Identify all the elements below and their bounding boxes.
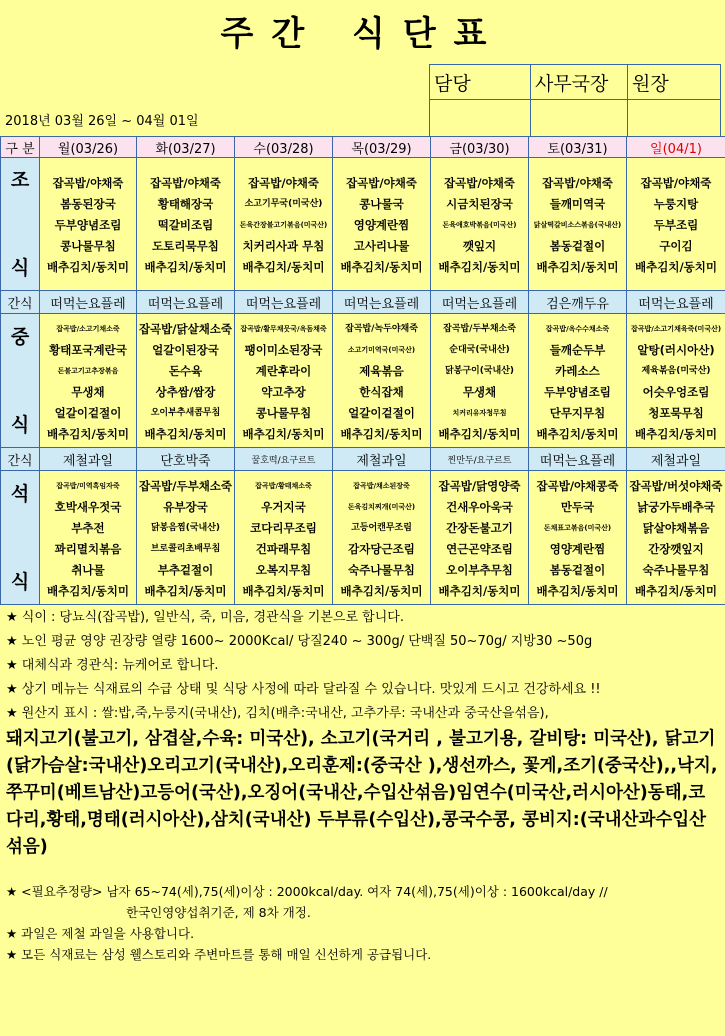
menu-item: 잡곡밥/야채죽 <box>542 175 613 190</box>
snack-cell: 떠먹는요플레 <box>627 291 725 314</box>
section-lunch <box>1 314 40 448</box>
note-substitute: ★ 대체식과 경관식: 뉴케어로 합니다. <box>6 658 219 673</box>
menu-item: 시금치된장국 <box>446 196 513 211</box>
menu-item: 배추김치/동치미 <box>438 583 521 598</box>
menu-item: 계란후라이 <box>255 363 312 378</box>
menu-item: 팽이미소된장국 <box>244 342 323 357</box>
menu-item: 콩나물국 <box>359 196 404 211</box>
meal-cell <box>333 158 431 291</box>
menu-item: 배추김치/동치미 <box>47 259 129 274</box>
menu-item: 닭봉음찜(국내산) <box>150 522 221 533</box>
snack-cell: 검은깨두유 <box>529 291 627 314</box>
note-supplier: ★ 모든 식재료는 삼성 웰스토리와 주변마트를 통해 매일 신선하게 공급됩니다. <box>6 947 432 962</box>
menu-item: 잡곡밥/야채죽 <box>640 175 712 190</box>
menu-item: 잡곡밥/소고기채소죽 <box>56 324 120 333</box>
section-label: 중 식 <box>10 325 30 436</box>
section-snack: 간식 <box>1 291 40 314</box>
snack-cell: 떠먹는요플레 <box>529 448 627 471</box>
menu-item: 잡곡밥/야채죽 <box>248 175 319 190</box>
section-label: 조 식 <box>10 169 30 279</box>
approval-sign-manager <box>531 100 628 137</box>
menu-item: 무생채 <box>462 384 497 399</box>
menu-item: 우거지국 <box>261 499 306 514</box>
menu-item: 배추김치/동치미 <box>536 259 619 274</box>
menu-item: 오복지무침 <box>255 562 312 577</box>
menu-item: 돈불고기고추장볶음 <box>57 366 119 375</box>
approval-header-director: 원장 <box>628 65 721 100</box>
snack-cell: 제철과일 <box>40 448 137 471</box>
menu-item: 만두국 <box>560 499 595 514</box>
menu-item: 순대국(국내산) <box>449 344 510 355</box>
meal-cell <box>627 314 725 448</box>
meal-cell <box>137 314 235 448</box>
approval-header-manager: 사무국장 <box>531 65 628 100</box>
menu-item: 카레소스 <box>555 363 600 378</box>
note-menu-change: ★ 상기 메뉴는 식재료의 수급 상태 및 식당 사정에 따라 달라질 수 있습니다. 맛있게 드시고 건강하세요 !! <box>6 682 601 697</box>
menu-item: 배추김치/동치미 <box>144 426 227 441</box>
meal-cell <box>40 471 137 605</box>
menu-item: 배추김치/동치미 <box>635 583 717 598</box>
meal-cell <box>627 471 725 605</box>
section-breakfast <box>1 158 40 291</box>
meal-cell <box>235 314 333 448</box>
menu-item: 낡궁가두배추국 <box>637 499 715 514</box>
menu-item: 돈육김치찌개(미국산) <box>347 502 416 511</box>
menu-item: 봄동된장국 <box>60 196 116 211</box>
menu-item: 잡곡밥/야채죽 <box>52 175 124 190</box>
menu-item: 숙주나물무침 <box>642 562 710 577</box>
menu-item: 잡곡밥/녹두야채죽 <box>345 323 418 334</box>
menu-item: 잡곡밥/닭살채소죽 <box>138 321 233 336</box>
menu-item: 돈채표고볶음(미국산) <box>543 523 612 532</box>
menu-item: 봄동겉절이 <box>549 562 606 577</box>
menu-item: 제육볶음 <box>359 363 404 378</box>
approval-header-staff: 담당 <box>430 65 531 100</box>
snack-cell: 제철과일 <box>627 448 725 471</box>
menu-item: 닭살떡갈비소스볶음(국내산) <box>533 220 622 229</box>
menu-item: 잡곡밥/채소된장죽 <box>353 481 410 490</box>
day-header: 수(03/28) <box>235 137 333 158</box>
menu-item: 배추김치/동치미 <box>340 426 423 441</box>
menu-item: 무생채 <box>71 384 105 399</box>
menu-item: 배추김치/동치미 <box>242 259 325 274</box>
snack-cell: 떠먹는요플레 <box>137 291 235 314</box>
day-header: 목(03/29) <box>333 137 431 158</box>
menu-item: 숙주나물무침 <box>348 562 415 577</box>
menu-item: 부추전 <box>71 520 105 535</box>
note-origin-detail: 돼지고기(불고기, 삼겹살,수육: 미국산), 소고기(국거리 , 불고기용, 갈비탕: 미국산), 닭고기(닭가슴살:국내산)오리고기(국내산),오리훈제:(중국산 ),생선까스, 꽃게,조기(중국산),,낙지,쭈꾸미(베트남산)고등어(국산),오징어(국내산,수입산섞음)임연수(미국산,러시아산)동태,코다리,황태,명태(러시아산),삼치(국내산) 두부류(수입산),콩국수콩, 콩비지:(국내산과수입산섞음) <box>6 729 718 857</box>
menu-item: 브로콜리초배무침 <box>150 543 221 554</box>
menu-item: 간장돈불고기 <box>446 520 513 535</box>
meal-cell <box>235 471 333 605</box>
menu-item: 치커리유자청무침 <box>452 408 507 417</box>
menu-item: 건파래무침 <box>255 541 312 556</box>
menu-item: 고사리나물 <box>353 238 410 253</box>
meal-cell <box>529 158 627 291</box>
menu-item: 약고추장 <box>261 384 306 399</box>
meal-cell <box>529 314 627 448</box>
menu-item: 배추김치/동치미 <box>144 583 227 598</box>
menu-item: 잡곡밥/야채콩죽 <box>536 478 619 493</box>
approval-sign-director <box>628 100 721 137</box>
meal-cell <box>529 471 627 605</box>
menu-item: 배추김치/동치미 <box>242 583 325 598</box>
menu-item: 고등어캔무조림 <box>351 522 412 533</box>
menu-item: 배추김치/동치미 <box>438 259 521 274</box>
meal-cell <box>431 158 529 291</box>
menu-item: 연근곤약조림 <box>446 541 513 556</box>
approval-sign-staff <box>430 100 531 137</box>
menu-item: 봄동겉절이 <box>549 238 606 253</box>
menu-item: 잡곡밥/활무채뭇국/옥돔채죽 <box>240 324 327 333</box>
menu-item: 알탕(러시아산) <box>637 342 715 357</box>
menu-item: 황태포국계란국 <box>49 342 127 357</box>
menu-item: 배추김치/동치미 <box>340 583 423 598</box>
menu-item: 배추김치/동치미 <box>242 426 325 441</box>
menu-item: 배추김치/동치미 <box>536 426 619 441</box>
menu-item: 잡곡밥/미역흑임자죽 <box>56 481 120 490</box>
menu-item: 꽈리멸치볶음 <box>54 541 122 556</box>
menu-item: 잡곡밥/닭영양죽 <box>438 478 521 493</box>
menu-item: 어슷우엉조림 <box>642 384 710 399</box>
page-title: 주간 식단표 <box>220 14 505 54</box>
snack-cell: 찐만두/요구르트 <box>431 448 529 471</box>
menu-item: 들깨미역국 <box>549 196 606 211</box>
menu-item: 돈수육 <box>168 363 203 378</box>
menu-item: 누룽지탕 <box>653 196 699 211</box>
section-dinner <box>1 471 40 605</box>
menu-item: 간장깻잎지 <box>648 541 704 556</box>
menu-item: 얼갈이된장국 <box>152 342 219 357</box>
menu-table <box>0 136 725 605</box>
menu-item: 소고기무국(미국산) <box>244 198 323 209</box>
menu-item: 배추김치/동치미 <box>438 426 521 441</box>
menu-item: 잡곡밥/야채죽 <box>150 175 221 190</box>
day-header: 화(03/27) <box>137 137 235 158</box>
menu-item: 배추김치/동치미 <box>144 259 227 274</box>
menu-item: 유부장국 <box>163 499 208 514</box>
snack-cell: 떠먹는요플레 <box>40 291 137 314</box>
menu-item: 청포묵무침 <box>648 405 704 420</box>
menu-item: 두부양념조림 <box>54 217 122 232</box>
note-origin-intro: ★ 원산지 표시 : 쌀:밥,죽,누룽지(국내산), 김치(배추:국내산, 고추가루: 국내산과 중국산을섞음), <box>6 706 549 721</box>
meal-cell <box>333 314 431 448</box>
menu-item: 오이부추새콤무침 <box>150 407 221 418</box>
dinner-row <box>1 471 725 605</box>
menu-item: 코다리무조림 <box>250 520 317 535</box>
lunch-row <box>1 314 725 448</box>
menu-item: 구이김 <box>659 238 693 253</box>
header-label: 구 분 <box>1 137 40 158</box>
menu-item: 소고기미역국(미국산) <box>347 345 416 354</box>
menu-item: 콩나물무침 <box>60 238 116 253</box>
snack-row-1 <box>1 291 725 314</box>
snack-cell: 단호박죽 <box>137 448 235 471</box>
snack-cell: 떠먹는요플레 <box>235 291 333 314</box>
meal-cell <box>333 471 431 605</box>
date-range: 2018년 03월 26일 ~ 04월 01일 <box>5 114 199 129</box>
menu-item: 단무지무침 <box>549 405 606 420</box>
section-snack: 간식 <box>1 448 40 471</box>
menu-item: 깻잎지 <box>462 238 497 253</box>
menu-item: 제육볶음(미국산) <box>641 365 711 376</box>
menu-item: 잡곡밥/소고기채육죽(미국산) <box>630 324 722 333</box>
meal-cell <box>137 158 235 291</box>
day-header-row <box>1 137 725 158</box>
day-header-sunday: 일(04/1) <box>627 137 725 158</box>
meal-cell <box>235 158 333 291</box>
menu-item: 잡곡밥/버섯야채죽 <box>629 478 723 493</box>
note-fruit: ★ 과일은 제철 과일을 사용합니다. <box>6 926 195 941</box>
menu-item: 한식잡채 <box>359 384 404 399</box>
note-diet: ★ 식이 : 당뇨식(잡곡밥), 일반식, 죽, 미음, 경관식을 기본으로 합니다. <box>6 610 404 625</box>
menu-item: 건새우아욱국 <box>446 499 513 514</box>
menu-item: 도토리묵무침 <box>152 238 219 253</box>
snack-cell: 떠먹는요플레 <box>333 291 431 314</box>
menu-item: 배추김치/동치미 <box>340 259 423 274</box>
menu-item: 돈육간장불고기볶음(미국산) <box>239 220 328 229</box>
menu-item: 호박새우젓국 <box>54 499 122 514</box>
menu-item: 잡곡밥/황태채소죽 <box>255 481 312 490</box>
menu-item: 영양계란찜 <box>549 541 606 556</box>
meal-cell <box>40 158 137 291</box>
menu-item: 감자당근조림 <box>348 541 415 556</box>
menu-item: 잡곡밥/야채죽 <box>444 175 515 190</box>
meal-cell <box>431 471 529 605</box>
menu-item: 배추김치/동치미 <box>635 259 717 274</box>
menu-item: 콩나물무침 <box>255 405 312 420</box>
menu-item: 배추김치/동치미 <box>47 426 129 441</box>
menu-item: 떡갈비조림 <box>157 217 214 232</box>
menu-item: 닭봉구이(국내산) <box>444 365 515 376</box>
menu-item: 두부조림 <box>653 217 699 232</box>
menu-item: 부추겉절이 <box>157 562 214 577</box>
menu-item: 잡곡밥/옥수수채소죽 <box>545 324 610 333</box>
menu-item: 영양계란찜 <box>353 217 410 232</box>
menu-item: 얼갈이겉절이 <box>348 405 415 420</box>
meal-cell <box>627 158 725 291</box>
meal-cell <box>40 314 137 448</box>
notes-section <box>6 606 722 965</box>
section-label: 석 식 <box>10 482 30 593</box>
menu-item: 오이부추무침 <box>446 562 513 577</box>
menu-item: 상추쌈/쌈장 <box>155 384 216 399</box>
day-header: 토(03/31) <box>529 137 627 158</box>
menu-item: 황태해장국 <box>157 196 214 211</box>
menu-item: 두부양념조림 <box>544 384 611 399</box>
meal-cell <box>431 314 529 448</box>
menu-item: 잡곡밥/두부채소죽 <box>443 323 516 334</box>
menu-item: 잡곡밥/두부채소죽 <box>138 478 233 493</box>
note-nutrition: ★ 노인 평균 영양 권장량 열량 1600~ 2000Kcal/ 당질240 ~ 300g/ 단백질 50~70g/ 지방30 ~50g <box>6 634 593 649</box>
menu-item: 배추김치/동치미 <box>635 426 717 441</box>
menu-item: 들깨순두부 <box>549 342 606 357</box>
meal-cell <box>137 471 235 605</box>
menu-item: 치커리사과 무침 <box>242 238 325 253</box>
menu-item: 돈육애호박볶음(미국산) <box>442 220 517 229</box>
snack-cell: 제철과일 <box>333 448 431 471</box>
snack-cell: 꿀호떡/요구르트 <box>235 448 333 471</box>
snack-row-2 <box>1 448 725 471</box>
menu-item: 취나물 <box>71 562 105 577</box>
note-required-intake: ★ <필요추정량> 남자 65~74(세),75(세)이상 : 2000kcal/day. 여자 74(세),75(세)이상 : 1600kcal/day // <box>6 884 608 899</box>
snack-cell: 떠먹는요플레 <box>431 291 529 314</box>
day-header: 금(03/30) <box>431 137 529 158</box>
approval-table <box>429 64 721 137</box>
breakfast-row <box>1 158 725 291</box>
day-header: 월(03/26) <box>40 137 137 158</box>
menu-item: 잡곡밥/야채죽 <box>346 175 417 190</box>
note-intake-standard: 한국인영양섭취기준, 제 8차 개정. <box>126 905 311 920</box>
menu-item: 배추김치/동치미 <box>47 583 129 598</box>
menu-item: 배추김치/동치미 <box>536 583 619 598</box>
menu-item: 얼갈이겉절이 <box>54 405 122 420</box>
menu-item: 닭살야채볶음 <box>642 520 710 535</box>
